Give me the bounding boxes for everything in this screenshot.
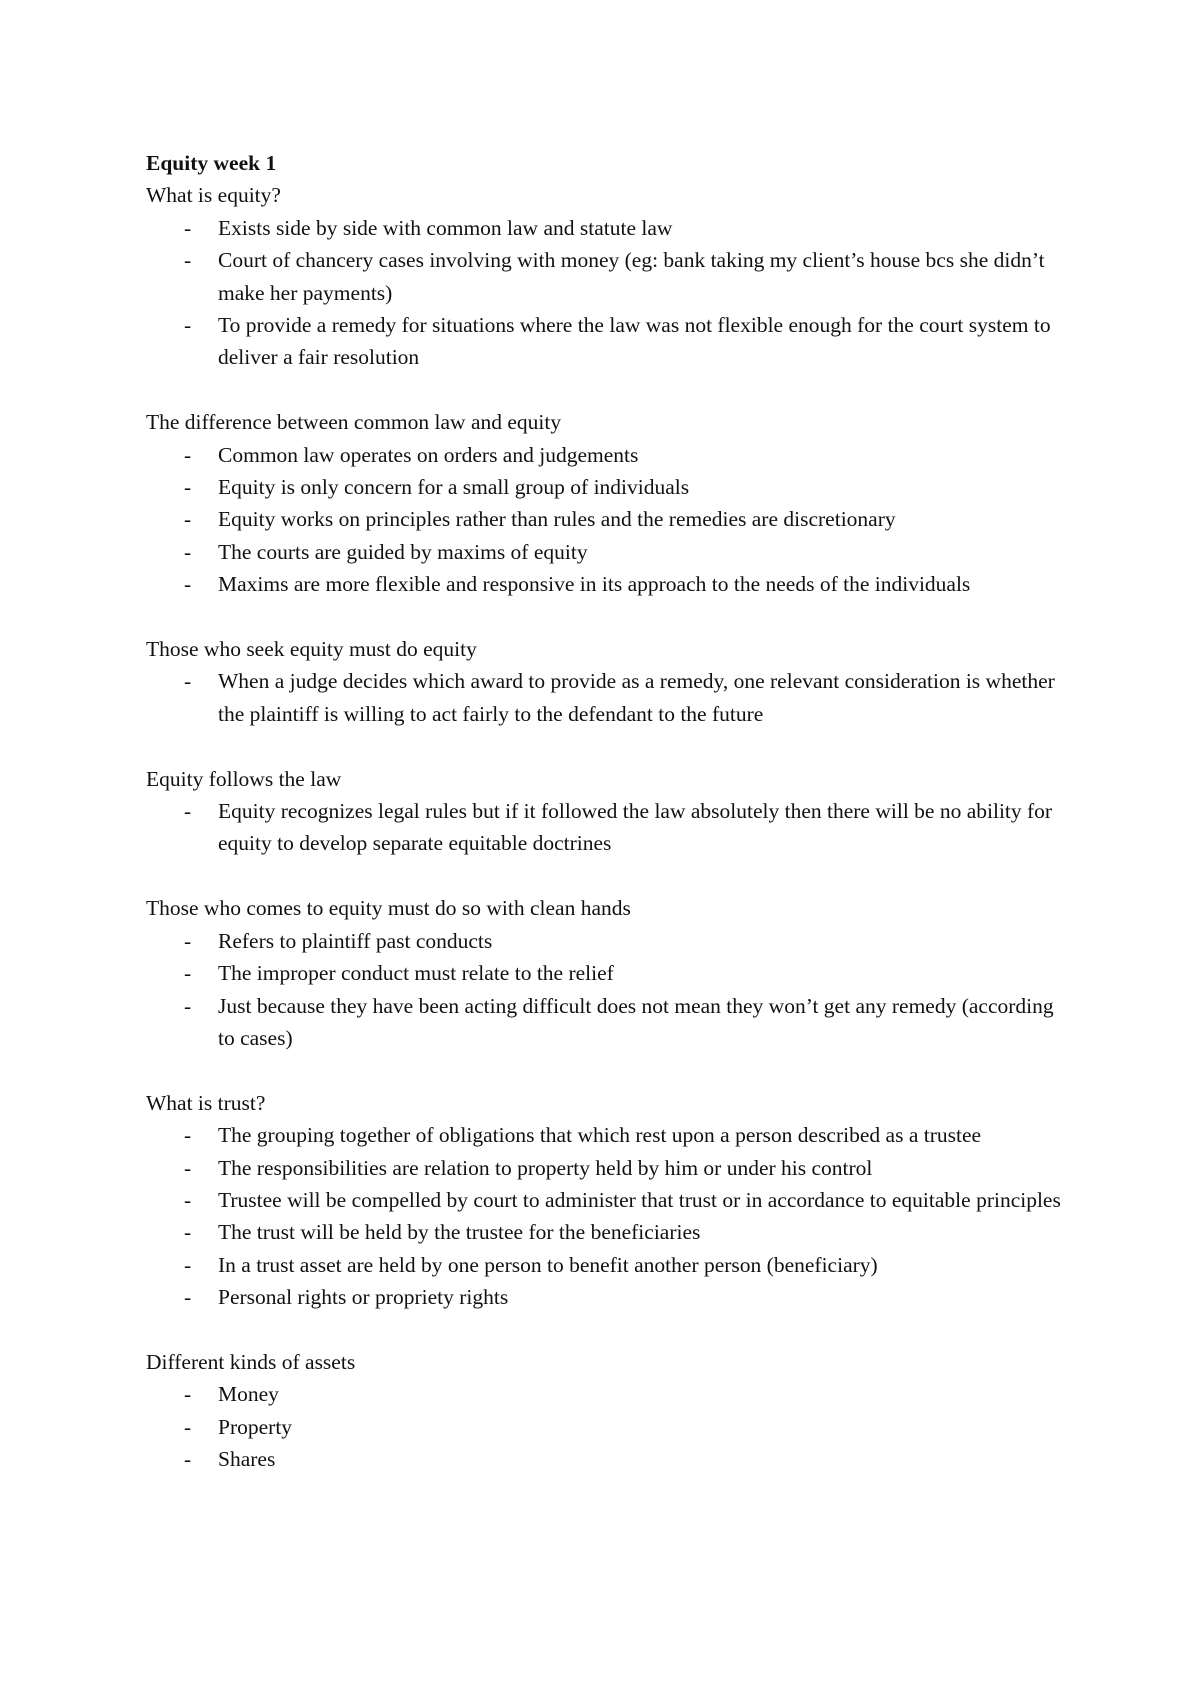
- section: [146, 763, 1066, 860]
- section-heading: What is trust?: [146, 1090, 266, 1115]
- section-heading: Equity follows the law: [146, 766, 342, 791]
- document-title: Equity week 1: [146, 151, 277, 175]
- bullet-dash: -: [184, 539, 192, 564]
- bullet-text: Personal rights or propriety rights: [218, 1285, 509, 1310]
- section-heading: The difference between common law and equity: [146, 410, 562, 435]
- bullet-item: [146, 957, 1066, 989]
- bullet-dash: -: [184, 1155, 192, 1180]
- bullet-dash: -: [184, 961, 192, 986]
- bullet-text: Just because they have been acting difficult does not mean they won’t get any remedy (according to cases): [218, 993, 1054, 1050]
- bullet-text: The grouping together of obligations that which rest upon a person described as a trustee: [218, 1123, 982, 1148]
- bullet-text: Trustee will be compelled by court to administer that trust or in accordance to equitable principles: [218, 1187, 1061, 1212]
- bullet-item: [146, 665, 1066, 730]
- section: [146, 633, 1066, 730]
- bullet-dash: -: [184, 215, 192, 240]
- bullet-item: [146, 1216, 1066, 1248]
- section-heading: Those who comes to equity must do so with clean hands: [146, 896, 631, 921]
- document-body: [146, 147, 1066, 1508]
- bullet-list: [146, 795, 1066, 860]
- bullet-item: [146, 925, 1066, 957]
- section: [146, 892, 1066, 1054]
- bullet-dash: -: [184, 313, 192, 338]
- bullet-item: [146, 1411, 1066, 1443]
- bullet-dash: -: [184, 928, 192, 953]
- bullet-dash: -: [184, 475, 192, 500]
- bullet-dash: -: [184, 572, 192, 597]
- bullet-text: The trust will be held by the trustee for the beneficiaries: [218, 1220, 701, 1245]
- bullet-item: [146, 309, 1066, 374]
- bullet-text: Maxims are more flexible and responsive in its approach to the needs of the individuals: [218, 572, 971, 597]
- bullet-dash: -: [184, 1285, 192, 1310]
- bullet-item: [146, 795, 1066, 860]
- bullet-item: [146, 1119, 1066, 1151]
- section-heading: Different kinds of assets: [146, 1349, 356, 1374]
- bullet-text: When a judge decides which award to provide as a remedy, one relevant consideration is whether the plaintiff is willing to act fairly to the defendant to the future: [218, 669, 1055, 726]
- bullet-list: [146, 1119, 1066, 1313]
- bullet-dash: -: [184, 507, 192, 532]
- bullet-dash: -: [184, 1382, 192, 1407]
- bullet-dash: -: [184, 669, 192, 694]
- sections-container: [146, 179, 1066, 1475]
- bullet-text: To provide a remedy for situations where the law was not flexible enough for the court system to deliver a fair resolution: [218, 313, 1051, 370]
- bullet-dash: -: [184, 993, 192, 1018]
- section: [146, 1346, 1066, 1476]
- bullet-text: Property: [218, 1414, 293, 1439]
- bullet-dash: -: [184, 1123, 192, 1148]
- bullet-item: [146, 536, 1066, 568]
- bullet-text: Court of chancery cases involving with money (eg: bank taking my client’s house bcs she didn’t make her payments): [218, 248, 1045, 305]
- bullet-item: [146, 1378, 1066, 1410]
- section: [146, 406, 1066, 600]
- bullet-text: The courts are guided by maxims of equity: [218, 539, 588, 564]
- bullet-item: [146, 439, 1066, 471]
- bullet-item: [146, 212, 1066, 244]
- bullet-dash: -: [184, 799, 192, 824]
- bullet-list: [146, 212, 1066, 374]
- bullet-text: Money: [218, 1382, 279, 1407]
- bullet-dash: -: [184, 248, 192, 273]
- bullet-item: [146, 1443, 1066, 1475]
- section: [146, 179, 1066, 373]
- section: [146, 1087, 1066, 1314]
- bullet-text: Exists side by side with common law and statute law: [218, 215, 673, 240]
- bullet-item: [146, 990, 1066, 1055]
- bullet-item: [146, 471, 1066, 503]
- bullet-list: [146, 665, 1066, 730]
- bullet-item: [146, 1249, 1066, 1281]
- bullet-item: [146, 244, 1066, 309]
- bullet-item: [146, 503, 1066, 535]
- bullet-dash: -: [184, 1414, 192, 1439]
- bullet-dash: -: [184, 1187, 192, 1212]
- bullet-dash: -: [184, 1447, 192, 1472]
- bullet-list: [146, 439, 1066, 601]
- bullet-list: [146, 1378, 1066, 1475]
- bullet-text: Refers to plaintiff past conducts: [218, 928, 493, 953]
- bullet-text: In a trust asset are held by one person to benefit another person (beneficiary): [218, 1252, 878, 1277]
- bullet-dash: -: [184, 1252, 192, 1277]
- bullet-item: [146, 1281, 1066, 1313]
- bullet-dash: -: [184, 1220, 192, 1245]
- bullet-text: The responsibilities are relation to property held by him or under his control: [218, 1155, 873, 1180]
- bullet-text: Shares: [218, 1447, 276, 1472]
- bullet-text: Equity is only concern for a small group of individuals: [218, 475, 690, 500]
- bullet-dash: -: [184, 442, 192, 467]
- bullet-item: [146, 1152, 1066, 1184]
- bullet-text: Equity works on principles rather than rules and the remedies are discretionary: [218, 507, 896, 532]
- section-heading: What is equity?: [146, 183, 281, 208]
- section-heading: Those who seek equity must do equity: [146, 637, 477, 662]
- bullet-text: The improper conduct must relate to the relief: [218, 961, 614, 986]
- bullet-item: [146, 568, 1066, 600]
- bullet-text: Common law operates on orders and judgements: [218, 442, 639, 467]
- bullet-item: [146, 1184, 1066, 1216]
- bullet-text: Equity recognizes legal rules but if it followed the law absolutely then there will be no ability for equity to develop separate equitable doctrines: [218, 799, 1053, 856]
- bullet-list: [146, 925, 1066, 1055]
